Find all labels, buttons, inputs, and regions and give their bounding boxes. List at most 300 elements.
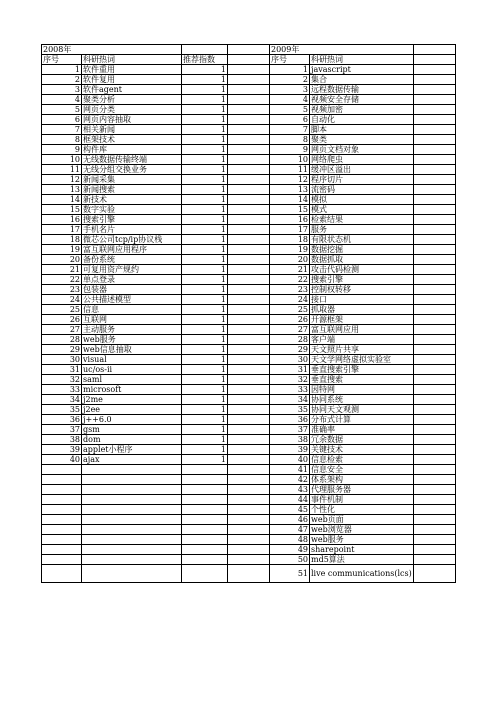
term-2009-cell: 个性化: [310, 505, 414, 515]
seq-2008-cell: 9: [42, 145, 82, 155]
term-2009-cell: 攻击代码检测: [310, 265, 414, 275]
spacer-cell: [228, 165, 270, 175]
term-2008-cell: 单点登录: [82, 275, 182, 285]
count-2008-cell: 1: [182, 125, 228, 135]
spacer-cell: [228, 315, 270, 325]
table-row: [42, 235, 456, 245]
spacer-cell: [228, 505, 270, 515]
empty-cell: [414, 525, 456, 535]
table-row: [42, 395, 456, 405]
seq-2009-cell: 41: [270, 465, 310, 475]
term-2009-cell: 脚本: [310, 125, 414, 135]
empty-cell: [42, 565, 82, 583]
table-row: [42, 365, 456, 375]
empty-cell: [414, 315, 456, 325]
empty-cell: [414, 465, 456, 475]
seq-2009-cell: 22: [270, 275, 310, 285]
seq-2009-cell: 19: [270, 245, 310, 255]
term-2008-cell: 富互联网应用程序: [82, 245, 182, 255]
table-row: [42, 255, 456, 265]
spacer-cell: [228, 55, 270, 65]
empty-cell: [414, 445, 456, 455]
header-seq-2008: 序号: [42, 55, 82, 65]
empty-cell: [414, 325, 456, 335]
spacer-cell: [228, 415, 270, 425]
empty-cell: [414, 275, 456, 285]
seq-2008-cell: 17: [42, 225, 82, 235]
count-2008-cell: 1: [182, 115, 228, 125]
seq-2009-cell: 7: [270, 125, 310, 135]
term-2008-cell: uc/os-ii: [82, 365, 182, 375]
spacer-cell: [228, 555, 270, 565]
term-2009-cell: 服务: [310, 225, 414, 235]
seq-2008-cell: 25: [42, 305, 82, 315]
term-2009-cell: web浏览器: [310, 525, 414, 535]
term-2009-cell: 集合: [310, 75, 414, 85]
empty-cell: [182, 525, 228, 535]
term-2008-cell: 网页内容抽取: [82, 115, 182, 125]
table-row: [42, 545, 456, 555]
seq-2008-cell: 40: [42, 455, 82, 465]
term-2008-cell: 相关新闻: [82, 125, 182, 135]
table-row: [42, 325, 456, 335]
term-2008-cell: 公共描述模型: [82, 295, 182, 305]
seq-2009-cell: 46: [270, 515, 310, 525]
table-row: [42, 335, 456, 345]
spacer-cell: [228, 335, 270, 345]
seq-2009-cell: 28: [270, 335, 310, 345]
term-2009-cell: 搜索引擎: [310, 275, 414, 285]
term-2009-cell: web服务: [310, 535, 414, 545]
table-row: [42, 215, 456, 225]
term-2009-cell: 协同系统: [310, 395, 414, 405]
table-row: [42, 505, 456, 515]
term-2008-cell: 新技术: [82, 195, 182, 205]
term-2009-cell: 自动化: [310, 115, 414, 125]
table-row: [42, 555, 456, 565]
table-row: [42, 295, 456, 305]
count-2008-cell: 1: [182, 165, 228, 175]
seq-2009-cell: 44: [270, 495, 310, 505]
term-2008-cell: ajax: [82, 455, 182, 465]
table-row: [42, 275, 456, 285]
seq-2009-cell: 45: [270, 505, 310, 515]
seq-2008-cell: 36: [42, 415, 82, 425]
seq-2009-cell: 31: [270, 365, 310, 375]
spacer-cell: [228, 245, 270, 255]
seq-2008-cell: 23: [42, 285, 82, 295]
term-2009-cell: 垂直搜索: [310, 375, 414, 385]
table-row: [42, 225, 456, 235]
seq-2008-cell: 8: [42, 135, 82, 145]
seq-2008-cell: 20: [42, 255, 82, 265]
spacer-cell: [228, 525, 270, 535]
seq-2009-cell: 24: [270, 295, 310, 305]
seq-2009-cell: 27: [270, 325, 310, 335]
seq-2008-cell: 19: [42, 245, 82, 255]
spacer-cell: [228, 355, 270, 365]
count-2008-cell: 1: [182, 315, 228, 325]
count-2008-cell: 1: [182, 415, 228, 425]
term-2008-cell: 包装器: [82, 285, 182, 295]
term-2008-cell: 备份系统: [82, 255, 182, 265]
seq-2009-cell: 33: [270, 385, 310, 395]
term-2008-cell: j++6.0: [82, 415, 182, 425]
seq-2008-cell: 24: [42, 295, 82, 305]
seq-2009-cell: 47: [270, 525, 310, 535]
count-2008-cell: 1: [182, 445, 228, 455]
table-row: [42, 405, 456, 415]
seq-2008-cell: 18: [42, 235, 82, 245]
empty-cell: [182, 515, 228, 525]
spacer-cell: [228, 235, 270, 245]
term-2009-cell: 程序切片: [310, 175, 414, 185]
seq-2008-cell: 16: [42, 215, 82, 225]
empty-cell: [414, 405, 456, 415]
empty-cell: [414, 545, 456, 555]
spacer-cell: [228, 105, 270, 115]
table-row: [42, 145, 456, 155]
spacer-cell: [228, 295, 270, 305]
spacer-cell: [228, 435, 270, 445]
spacer-cell: [228, 485, 270, 495]
empty-cell: [414, 195, 456, 205]
count-2008-cell: 1: [182, 455, 228, 465]
empty-cell: [82, 505, 182, 515]
spacer-cell: [228, 145, 270, 155]
seq-2009-cell: 43: [270, 485, 310, 495]
empty-cell: [414, 145, 456, 155]
term-2009-cell: 视频安全存储: [310, 95, 414, 105]
count-2008-cell: 1: [182, 175, 228, 185]
term-2008-cell: saml: [82, 375, 182, 385]
term-2009-cell: 富互联网应用: [310, 325, 414, 335]
count-2008-cell: 1: [182, 245, 228, 255]
empty-cell: [182, 535, 228, 545]
term-2009-cell: 垂直搜索引擎: [310, 365, 414, 375]
table-row: [42, 415, 456, 425]
seq-2009-cell: 5: [270, 105, 310, 115]
seq-2009-cell: 51: [270, 565, 310, 583]
table-row: [42, 195, 456, 205]
seq-2008-cell: 6: [42, 115, 82, 125]
empty-cell: [42, 475, 82, 485]
count-2008-cell: 1: [182, 335, 228, 345]
seq-2008-cell: 5: [42, 105, 82, 115]
empty-cell: [414, 75, 456, 85]
seq-2008-cell: 10: [42, 155, 82, 165]
term-2009-cell: 信息安全: [310, 465, 414, 475]
term-2009-cell: live communications(lcs): [310, 565, 414, 583]
term-2008-cell: 构件库: [82, 145, 182, 155]
seq-2009-cell: 9: [270, 145, 310, 155]
seq-2009-cell: 2: [270, 75, 310, 85]
empty-cell: [414, 215, 456, 225]
term-2009-cell: sharepoint: [310, 545, 414, 555]
term-2009-cell: md5算法: [310, 555, 414, 565]
header-term-2008: 科研热词: [82, 55, 182, 65]
hot-terms-table: [41, 44, 456, 583]
empty-cell: [414, 65, 456, 75]
empty-cell: [42, 525, 82, 535]
seq-2009-cell: 40: [270, 455, 310, 465]
empty-cell: [414, 245, 456, 255]
table-row: [42, 175, 456, 185]
empty-cell: [414, 115, 456, 125]
seq-2008-cell: 33: [42, 385, 82, 395]
empty-cell: [414, 95, 456, 105]
spacer-cell: [228, 275, 270, 285]
empty-cell: [82, 535, 182, 545]
term-2009-cell: 代理服务器: [310, 485, 414, 495]
spacer-cell: [228, 395, 270, 405]
empty-cell: [182, 495, 228, 505]
count-2008-cell: 1: [182, 105, 228, 115]
term-2009-cell: 协同天文观测: [310, 405, 414, 415]
term-2009-cell: 事件机制: [310, 495, 414, 505]
seq-2008-cell: 34: [42, 395, 82, 405]
empty-cell: [42, 555, 82, 565]
count-2008-cell: 1: [182, 375, 228, 385]
empty-cell: [42, 465, 82, 475]
spacer-cell: [228, 255, 270, 265]
seq-2009-cell: 17: [270, 225, 310, 235]
seq-2009-cell: 10: [270, 155, 310, 165]
seq-2009-cell: 1: [270, 65, 310, 75]
spacer-cell: [228, 495, 270, 505]
spacer-cell: [228, 515, 270, 525]
spacer-cell: [228, 545, 270, 555]
seq-2008-cell: 12: [42, 175, 82, 185]
seq-2009-cell: 42: [270, 475, 310, 485]
empty-cell: [414, 45, 456, 55]
table-row: [42, 535, 456, 545]
seq-2009-cell: 14: [270, 195, 310, 205]
spacer-cell: [228, 45, 270, 55]
count-2008-cell: 1: [182, 435, 228, 445]
spacer-cell: [228, 455, 270, 465]
table-row: [42, 185, 456, 195]
term-2008-cell: 聚类分析: [82, 95, 182, 105]
seq-2008-cell: 38: [42, 435, 82, 445]
seq-2009-cell: 13: [270, 185, 310, 195]
term-2009-cell: web页面: [310, 515, 414, 525]
empty-cell: [42, 545, 82, 555]
term-2008-cell: 数字实验: [82, 205, 182, 215]
table-row: [42, 75, 456, 85]
empty-cell: [414, 85, 456, 95]
seq-2009-cell: 4: [270, 95, 310, 105]
seq-2008-cell: 7: [42, 125, 82, 135]
table-row: [42, 445, 456, 455]
table-row: [42, 345, 456, 355]
table-row: [42, 465, 456, 475]
count-2008-cell: 1: [182, 295, 228, 305]
term-2009-cell: 视频加密: [310, 105, 414, 115]
empty-cell: [414, 55, 456, 65]
term-2008-cell: web服务: [82, 335, 182, 345]
spacer-cell: [228, 465, 270, 475]
empty-cell: [414, 495, 456, 505]
spacer-cell: [228, 405, 270, 415]
count-2008-cell: 1: [182, 355, 228, 365]
count-2008-cell: 1: [182, 215, 228, 225]
term-2009-cell: 有限状态机: [310, 235, 414, 245]
seq-2009-cell: 30: [270, 355, 310, 365]
table-row: [42, 525, 456, 535]
empty-cell: [182, 565, 228, 583]
term-2008-cell: 软件复用: [82, 75, 182, 85]
count-2008-cell: 1: [182, 305, 228, 315]
seq-2009-cell: 37: [270, 425, 310, 435]
empty-cell: [414, 165, 456, 175]
term-2009-cell: 远程数据传输: [310, 85, 414, 95]
empty-cell: [82, 525, 182, 535]
seq-2009-cell: 39: [270, 445, 310, 455]
spacer-cell: [228, 205, 270, 215]
term-2008-cell: dom: [82, 435, 182, 445]
term-2008-cell: web信息抽取: [82, 345, 182, 355]
empty-cell: [82, 565, 182, 583]
count-2008-cell: 1: [182, 425, 228, 435]
spacer-cell: [228, 225, 270, 235]
seq-2009-cell: 15: [270, 205, 310, 215]
seq-2008-cell: 32: [42, 375, 82, 385]
seq-2009-cell: 50: [270, 555, 310, 565]
table-row: [42, 85, 456, 95]
count-2008-cell: 1: [182, 135, 228, 145]
empty-cell: [182, 555, 228, 565]
empty-cell: [414, 565, 456, 583]
count-2008-cell: 1: [182, 265, 228, 275]
seq-2008-cell: 26: [42, 315, 82, 325]
count-2008-cell: 1: [182, 155, 228, 165]
header-count-2008: 推荐指数: [182, 55, 228, 65]
seq-2009-cell: 32: [270, 375, 310, 385]
seq-2008-cell: 35: [42, 405, 82, 415]
term-2009-cell: javascript: [310, 65, 414, 75]
empty-cell: [82, 485, 182, 495]
empty-cell: [414, 535, 456, 545]
empty-cell: [42, 505, 82, 515]
term-2009-cell: 流密码: [310, 185, 414, 195]
table-row: [42, 475, 456, 485]
term-2008-cell: j2ee: [82, 405, 182, 415]
table-row: [42, 485, 456, 495]
term-2009-cell: 分布式计算: [310, 415, 414, 425]
empty-cell: [42, 495, 82, 505]
empty-cell: [414, 285, 456, 295]
term-2009-cell: 模式: [310, 205, 414, 215]
seq-2008-cell: 28: [42, 335, 82, 345]
empty-cell: [414, 185, 456, 195]
term-2008-cell: 信息: [82, 305, 182, 315]
table-row: [42, 305, 456, 315]
seq-2009-cell: 49: [270, 545, 310, 555]
table-row: [42, 455, 456, 465]
seq-2009-cell: 29: [270, 345, 310, 355]
term-2009-cell: 抓取器: [310, 305, 414, 315]
term-2009-cell: 天文学网络虚拟实验室: [310, 355, 414, 365]
seq-2009-cell: 25: [270, 305, 310, 315]
seq-2008-cell: 14: [42, 195, 82, 205]
term-2009-cell: 数据挖掘: [310, 245, 414, 255]
count-2008-cell: 1: [182, 325, 228, 335]
seq-2009-cell: 38: [270, 435, 310, 445]
empty-cell: [182, 45, 228, 55]
term-2008-cell: microsoft: [82, 385, 182, 395]
count-2008-cell: 1: [182, 65, 228, 75]
seq-2008-cell: 37: [42, 425, 82, 435]
spacer-cell: [228, 345, 270, 355]
table-row: [42, 355, 456, 365]
spacer-cell: [228, 135, 270, 145]
spacer-cell: [228, 285, 270, 295]
term-2009-cell: 天文照片共享: [310, 345, 414, 355]
term-2008-cell: applet小程序: [82, 445, 182, 455]
count-2008-cell: 1: [182, 395, 228, 405]
hot-terms-sheet: [41, 44, 456, 583]
empty-cell: [82, 465, 182, 475]
table-row: [42, 105, 456, 115]
spacer-cell: [228, 215, 270, 225]
empty-cell: [414, 475, 456, 485]
seq-2009-cell: 6: [270, 115, 310, 125]
term-2009-cell: 准确率: [310, 425, 414, 435]
seq-2009-cell: 36: [270, 415, 310, 425]
spacer-cell: [228, 155, 270, 165]
spacer-cell: [228, 95, 270, 105]
empty-cell: [414, 355, 456, 365]
empty-cell: [414, 515, 456, 525]
term-2009-cell: 控制权转移: [310, 285, 414, 295]
spacer-cell: [228, 195, 270, 205]
seq-2008-cell: 21: [42, 265, 82, 275]
seq-2008-cell: 13: [42, 185, 82, 195]
seq-2009-cell: 12: [270, 175, 310, 185]
seq-2008-cell: 22: [42, 275, 82, 285]
seq-2008-cell: 1: [42, 65, 82, 75]
spacer-cell: [228, 425, 270, 435]
seq-2008-cell: 39: [42, 445, 82, 455]
table-row: [42, 565, 456, 583]
empty-cell: [414, 335, 456, 345]
spacer-cell: [228, 565, 270, 583]
table-row: [42, 315, 456, 325]
empty-cell: [414, 435, 456, 445]
seq-2009-cell: 23: [270, 285, 310, 295]
term-2008-cell: 可复用资产规约: [82, 265, 182, 275]
term-2009-cell: 体系架构: [310, 475, 414, 485]
empty-cell: [182, 485, 228, 495]
count-2008-cell: 1: [182, 85, 228, 95]
empty-cell: [414, 205, 456, 215]
term-2009-cell: 客户端: [310, 335, 414, 345]
seq-2009-cell: 3: [270, 85, 310, 95]
empty-cell: [82, 475, 182, 485]
spacer-cell: [228, 65, 270, 75]
spacer-cell: [228, 85, 270, 95]
term-2009-cell: 开源框架: [310, 315, 414, 325]
seq-2009-cell: 35: [270, 405, 310, 415]
empty-cell: [414, 385, 456, 395]
empty-cell: [82, 495, 182, 505]
empty-cell: [414, 345, 456, 355]
spacer-cell: [228, 265, 270, 275]
seq-2009-cell: 21: [270, 265, 310, 275]
term-2009-cell: 检索结果: [310, 215, 414, 225]
count-2008-cell: 1: [182, 365, 228, 375]
